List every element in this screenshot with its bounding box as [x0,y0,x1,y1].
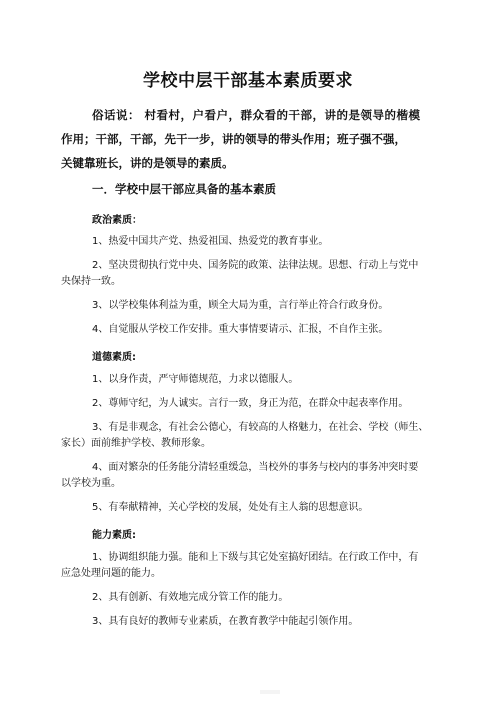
ability-item-3: 3、具有良好的教师专业素质，在教育教学中能起引领作用。 [92,616,359,627]
page-footer-mark [260,690,280,694]
political-item-2-cont: 央保持一致。 [61,276,121,287]
intro-line-2: 作用；干部，干部，先干一步，讲的领导的带头作用；班子强不强， [61,132,406,146]
moral-item-5: 5、有奉献精神，关心学校的发展，处处有主人翁的思想意识。 [92,502,369,513]
ability-label: 能力素质: [92,530,136,541]
political-item-4: 4、自觉服从学校工作安排。重大事情要请示、汇报，不自作主张。 [92,324,389,335]
moral-item-2: 2、尊师守纪，为人诚实。言行一致，身正为范，在群众中起表率作用。 [92,398,409,409]
ability-item-1: 1、协调组织能力强。能和上下级与其它处室搞好团结。在行政工作中，有 [92,552,419,563]
intro-paragraph [61,103,437,175]
moral-item-3-cont: 家长）面前维护学校、教师形象。 [61,438,211,449]
moral-item-4: 4、面对繁杂的任务能分清轻重缓急，当校外的事务与校内的事务冲突时要 [92,462,419,473]
ability-item-2: 2、具有创新、有效地完成分管工作的能力。 [92,592,289,603]
moral-item-4-cont: 以学校为重。 [61,478,121,489]
document-title: 学校中层干部基本素质要求 [143,71,353,91]
ability-item-1-cont: 应急处理问题的能力。 [61,568,161,579]
political-item-2: 2、坚决贯彻执行党中央、国务院的政策、法律法规。思想、行动上与党中 [92,260,419,271]
political-item-1: 1、热爱中国共产党、热爱祖国、热爱党的教育事业。 [92,236,329,247]
moral-item-1: 1、以身作责，严守师德规范，力求以德服人。 [92,374,299,385]
moral-item-3: 3、有是非观念，有社会公德心，有较高的人格魅力，在社会、学校（师生、 [92,422,429,433]
moral-label: 道德素质: [92,352,136,363]
section-heading: 一．学校中层干部应具备的基本素质 [92,182,276,196]
political-item-3: 3、以学校集体利益为重，顾全大局为重，言行举止符合行政身份。 [92,300,389,311]
intro-line-1: 俗话说： 村看村，户看户，群众看的干部，讲的是领导的楷模 [92,108,421,122]
political-label: 政治素质： [92,215,142,226]
intro-line-3: 关键靠班长，讲的是领导的素质。 [61,156,234,170]
